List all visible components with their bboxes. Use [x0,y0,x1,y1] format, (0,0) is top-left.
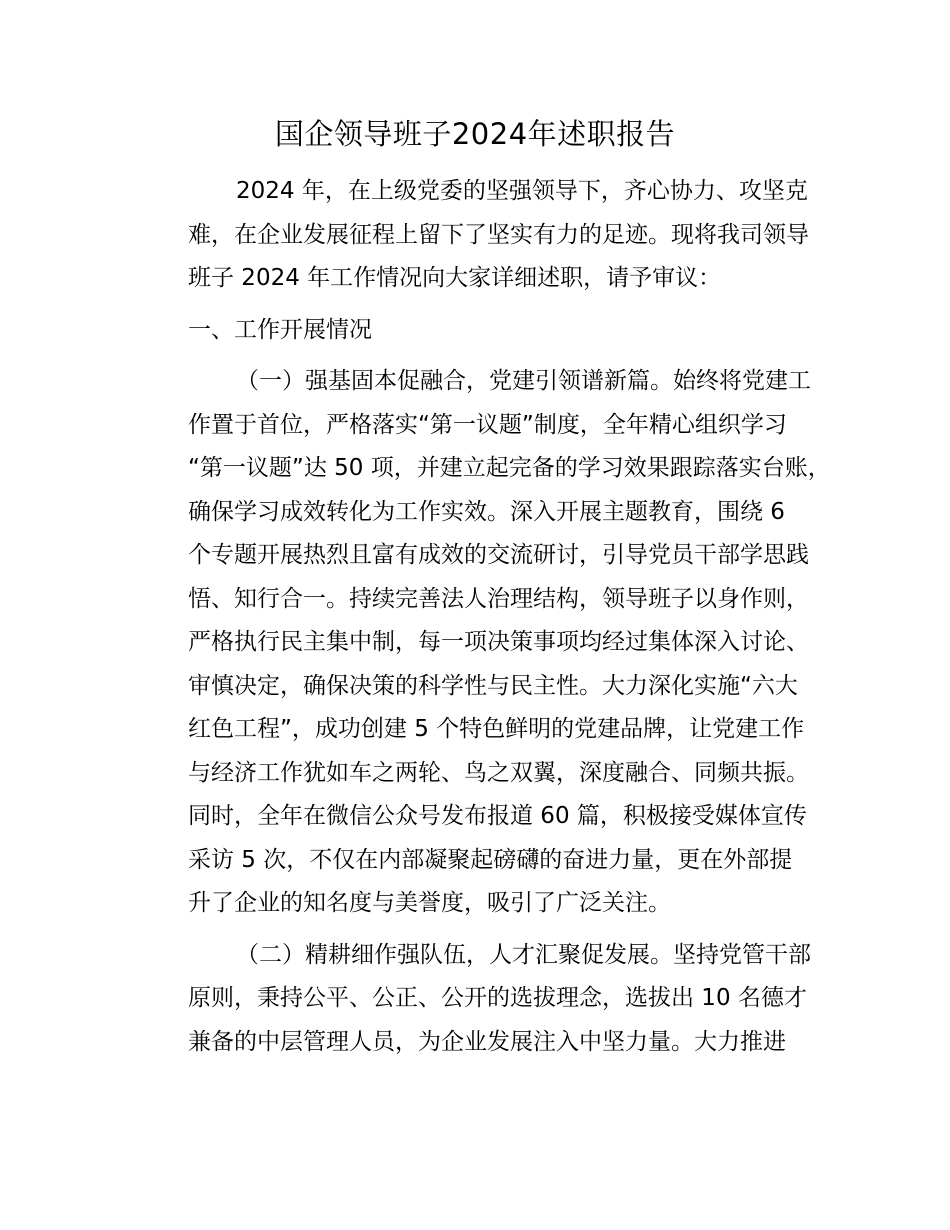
text-line: 同时，全年在微信公众号发布报道 60 篇，积极接受媒体宣传 [188,803,807,829]
text-line: “第一议题”达 50 项，并建立起完备的学习效果跟踪落实台账， [188,455,831,481]
text-line: 与经济工作犹如车之两轮、鸟之双翼，深度融合、同频共振。 [188,759,809,786]
document-body [140,170,830,1064]
text-line: 兼备的中层管理人员，为企业发展注入中坚力量。大力推进 [188,1028,786,1055]
text-line: 确保学习成效转化为工作实效。深入开展主题教育，围绕 6 [188,498,785,525]
text-line: 难，在企业发展征程上留下了坚实有力的足迹。现将我司领导 [188,221,809,248]
text-line: 严格执行民主集中制，每一项决策事项均经过集体深入讨论、 [188,629,809,655]
text-line: 红色工程”，成功创建 5 个特色鲜明的党建品牌，让党建工作 [188,716,805,742]
text-line: 作置于首位，严格落实“第一议题”制度，全年精心组织学习 [188,411,787,438]
section-heading-text: 一、工作开展情况 [188,316,372,343]
text-line: 个专题开展热烈且富有成效的交流研讨，引导党员干部学思践 [188,542,809,568]
text-line: 审慎决定，确保决策的科学性与民主性。大力深化实施“六大 [188,672,798,699]
paragraph-section-1-2 [140,934,830,1065]
section-heading [140,309,830,353]
text-line: 采访 5 次，不仅在内部凝聚起磅礴的奋进力量，更在外部提 [188,846,793,873]
document-title: 国企领导班子2024年述职报告 [274,117,676,151]
text-line: （一）强基固本促融合，党建引领谱新篇。始终将党建工 [236,368,811,394]
text-line: 2024 年，在上级党委的坚强领导下，齐心协力、攻坚克 [236,178,808,204]
paragraph-section-1-1 [140,360,830,926]
text-line: 升了企业的知名度与美誉度，吸引了广泛关注。 [188,890,671,916]
text-line: 班子 2024 年工作情况向大家详细述职，请予审议： [188,265,722,291]
paragraph-intro [140,170,830,301]
text-line: 悟、知行合一。持续完善法人治理结构，领导班子以身作则， [188,585,809,612]
text-line: （二）精耕细作强队伍，人才汇聚促发展。坚持党管干部 [236,941,811,968]
text-line: 原则，秉持公平、公正、公开的选拔理念，选拔出 10 名德才 [188,985,807,1011]
